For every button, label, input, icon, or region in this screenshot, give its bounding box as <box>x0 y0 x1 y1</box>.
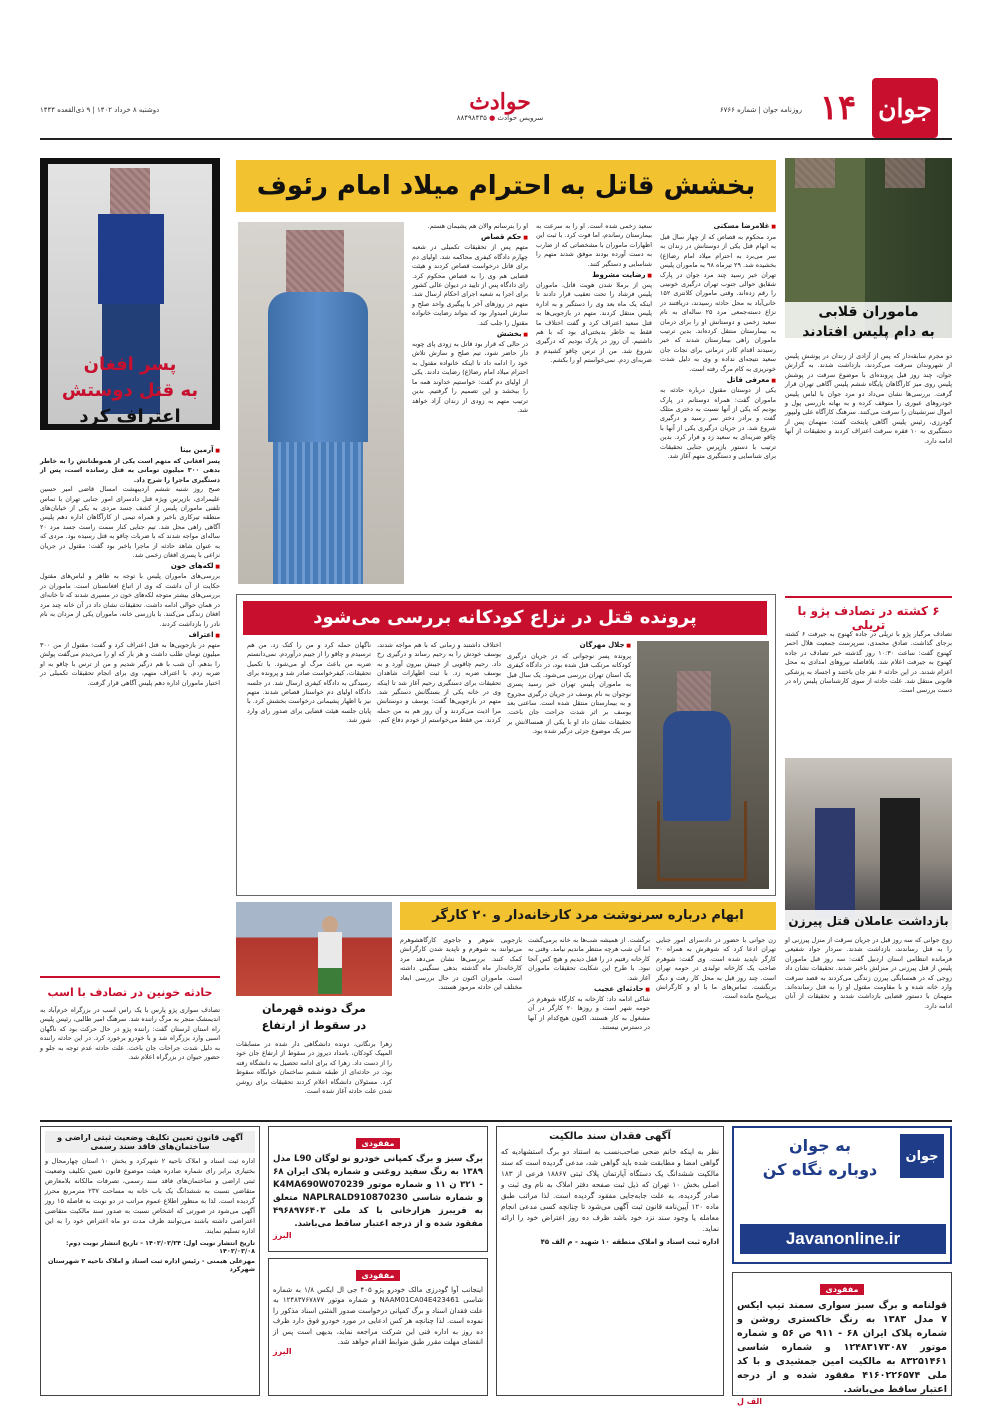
murder-body: زوج جوانی که سه روز قبل در جریان سرقت از منزل پیرزنی او را به قتل رساندند، بازداشت شدند. سردار جواد شفیعی فرمانده انتظامی استان اردبیل گفت: سه روز قبل ماموران پلیس از قتل پیرزنی در منزلش باخبر شدند. تحقیقات نشان داد زوجی که در همسایگی پیرزن زندگی می‌کردند به قصد سرقت وارد خانه شده و با مقاومت مقتول او را به قتل رسانده‌اند. متهمان با دستور قضایی بازداشت شدند و تحقیقات از آنان ادامه دارد. <box>785 936 952 1010</box>
section-phone: ۸۸۴۹۸۴۳۵ <box>456 114 487 122</box>
worker-col-3: بازجویی شوهر و جاجوی کارگاهشوهرم می‌توانند به شوهرم و ناپدید شدن کارگرانش کمک کنند. بررسی‌ها نشان می‌دهد مرد کارخانه‌دار ماه گذشته بدهی سنگینی داشته است. ماموران اکنون در حال بررسی ابعاد مختلف این حادثه مرموز هستند. <box>400 936 522 992</box>
section-logo <box>420 90 580 130</box>
javanonline-promo[interactable] <box>732 1126 952 1264</box>
juvenile-photo <box>637 641 769 889</box>
blurred-face-1 <box>795 158 835 188</box>
worker-headline: ابهام درباره سرنوشت مرد کارخانه‌دار و ۲۰ کارگر <box>400 902 776 930</box>
blurred-face <box>286 230 344 294</box>
page-number: ۱۴ <box>819 88 857 128</box>
lead-col-2: سعید زخمی شده است. او را به سرعت به بیمارستان رساندم، اما فوت کرد. با ثبت این اظهارات ماموران با مشخصاتی که از ضارب به دست آورده بودند موفق شدند متهم را شناسایی و دستگیر کنند. ■ رضایت مشروط پس از برملا شدن هویت قاتل، ماموران پلیس فرشاد را تحت تعقیب قرار دادند تا اینکه یک ماه بعد وی را دستگیر و به اداره پلیس منتقل کردند. متهم در بازجویی‌ها به قتل سعید اعتراف کرد و گفت اختلاف ما فقط به خاطر بدبختی‌ای بود که با هم داشتیم. آن روز در پارک بودیم که درگیری شروع شد. من از ترس چاقو کشیدم و ضربه‌ای زدم. نمی‌خواستم او را بکشم. <box>536 222 652 588</box>
juvenile-col-2: اختلاف داشتند و زمانی که با هم مواجه شدند، یوسف خودش را به رحیم رساند و درگیری رخ داد. رحیم چاقویی از جیبش بیرون آورد و به یوسف ضربه زد. با ثبت اظهارات شاهدان تحقیقات برای دستگیری رحیم آغاز شد تا اینکه وی در خانه یکی از بستگانش دستگیر شد. متهم در بازجویی‌ها گفت: یوسف و دوستانش مرا اذیت می‌کردند و آن روز هم به من حمله کردند. من فقط می‌خواستم از خودم دفاع کنم. <box>377 641 501 725</box>
promo-logo: جوان <box>900 1134 944 1178</box>
fake-police-body: دو مجرم سابقه‌دار که پس از آزادی از زندان در پوشش پلیس از شهروندان سرقت می‌کردند، بازداشت شدند. به گزارش جوان، چند روز قبل پرونده‌ای با موضوع سرقت در پوشش پلیس روی میز کارآگاهان پایگاه ششم پلیس آگاهی تهران قرار گرفت. بررسی‌ها نشان می‌داد دو مرد جوان با لباس پلیس خودروهای عبوری را متوقف کرده و به بهانه بازرسی پول و اموال سرنشینان را سرقت می‌کنند. سرهنگ کارآگاه علی ولیپور گودرزی، رئیس پلیس آگاهی پایتخت گفت: متهمان پس از دستگیری به ۱۰ فقره سرقت اعتراف کردند و تحقیقات از آنها ادامه دارد. <box>785 352 952 445</box>
juvenile-col-1: ■ جلال مهرگان پرونده پسر نوجوانی که در جریان درگیری کودکانه مرتکب قتل شده بود، در دادگاه کیفری یک استان تهران بررسی می‌شود. یک سال قبل به ماموران پلیس تهران خبر رسید پسری نوجوان به نام یوسف در جریان درگیری مجروح و به بیمارستان منتقل شده است. ساعتی بعد یوسف بر اثر شدت جراحت جان باخت. تحقیقات نشان داد او با یکی از همسالانش بر سر یک موضوع جزئی درگیر شده بود. <box>507 641 631 891</box>
runner-photo <box>236 902 392 996</box>
lost-ad-logan: مفقودی برگ سبز و برگ کمپانی خودرو نو لوگان L90 مدل ۱۳۸۹ به رنگ سفید روغنی و شماره پلاک ایران ۶۸ - ۳۲۱ ن ۱۱ و شماره موتور K4MA690W070239 و شماره شاسی NAPLRALD910870230 متعلق به فریبرز هزارخانی با کد ملی ۴۹۶۸۹۷۶۴۰۳ مفقود شده و از درجه اعتبار ساقط می‌باشد. البرز <box>268 1126 488 1252</box>
worker-col-1: زن جوانی با حضور در دادسرای امور جنایی تهران ادعا کرد که شوهرش به همراه ۲۰ کارگر ناپدید شده است. وی گفت: شوهرم صاحب یک کارخانه تولیدی در حومه تهران است. چند روز قبل به محل کار رفت و دیگر برنگشت. تماس‌های ما با او و کارگرانش بی‌پاسخ مانده است. <box>656 936 776 1001</box>
afghan-body: ■ آرمین بینا پسر افغانی که متهم است یکی از هموطنانش را به خاطر بدهی ۳۰۰ میلیون تومانی به قتل رسانده است، پس از دستگیری ماجرا را شرح داد. صبح روز شنبه ششم اردیبهشت امسال قاضی امیر حسین علیمرادی، بازپرس ویژه قتل دادسرای امور جنایی تهران با تماس تلفنی ماموران پلیس از کشف جسد مردی به یکی از خیابان‌های منطقه تیرکاری باخبر و همراه تیمی از کارآگاهان اداره دهم پلیس آگاهی راهی محل شد. تیم جنایی کنار سمت راست جسد مرد ۲۰ ساله‌ای مواجه شدند که با ضربات چاقو به قتل رسیده بود. مردی که به عنوان شاهد حادثه از ماجرا باخبر بود گفت: مقتول در جریان نزاعی با پسری افغان زخمی شد. ■ لکه‌های خون بررسی‌های ماموران پلیس با توجه به ظاهر و لباس‌های مقتول حکایت از آن داشت که وی از اتباع افغانستان است. ماموران در بررسی‌های بیشتر متوجه لکه‌های خون در مسیری شدند که تا خانه‌ای در همان حوالی ادامه داشت. تحقیقات نشان داد در آن خانه چند مرد افغان زندگی می‌کنند. با بازرسی خانه، ماموران یکی از مردان به نام نادر را بازداشت کردند. ■ اعتراف متهم در بازجویی‌ها به قتل اعتراف کرد و گفت: مقتول از من ۳۰۰ میلیون تومان طلب داشت و هر بار که او را می‌دیدم می‌گفت پولش را بدهم. آن شب با هم درگیر شدیم و من از ترس با چاقو به او ضربه زدم. با اعتراف متهم، وی برای انجام تحقیقات تکمیلی در اختیار ماموران اداره دهم پلیس آگاهی قرار گرفت. <box>40 446 220 974</box>
murder-headline: بازداشت عاملان قتل پیرزن <box>785 910 952 932</box>
section-title: حوادث <box>469 89 531 115</box>
juvenile-col-3: ناگهان حمله کرد و من را کتک زد. من هم ترسیدم و چاقو را از جیبم درآوردم. نمی‌دانستم ضربه من باعث مرگ او می‌شود. با تکمیل تحقیقات، کیفرخواست صادر شد و پرونده برای رسیدگی به دادگاه کیفری ارسال شد. در جلسه دادگاه اولیای دم خواستار قصاص شدند. متهم نیز با اظهار پشیمانی درخواست بخشش کرد. با پایان جلسه هیئت قضایی برای صدور رای وارد شور شد. <box>247 641 371 725</box>
lead-byline: ■ غلامرضا مسکنی <box>660 222 776 230</box>
masthead-date: دوشنبه ۸ خرداد ۱۴۰۲ | ۹ ذی‌القعده ۱۴۴۴ <box>40 106 160 114</box>
horse-body: تصادف سواری پژو پارس با یک راس اسب در بزرگراه خرم‌آباد به اندیمشک منجر به مرگ راننده شد. سرهنگ امیر طالبی، رئیس پلیس راه استان لرستان گفت: راننده پژو در حال حرکت بود که ناگهان اسبی وارد بزرگراه شد و با خودرو برخورد کرد. در این حادثه راننده به دلیل شدت جراحات جان باخت. علت حادثه عدم توجه به جلو و حضور حیوان در بزرگراه اعلام شد. <box>40 1006 220 1062</box>
section-service: سرویس حوادث <box>497 114 544 122</box>
juvenile-headline: پرونده قتل در نزاع کودکانه بررسی می‌شود <box>243 601 767 635</box>
arrest-photo <box>785 758 952 930</box>
juvenile-story-box <box>236 594 776 896</box>
lost-ad-peugeot: مفقودی اینجانب آوا گودرزی مالک خودرو پژو ۴۰۵ جی ال ایکس ۱/۸ به شماره شاسی NAAM01CA04E423461 و شماره موتور ۱۲۴۸۳۷۶۷۸۷۷ به علت فقدان اسناد و برگ کمپانی درخواست صدور المثنی اسناد مذکور را نموده است. لذا چنانچه هر کس ادعایی در مورد خودرو فوق دارد ظرف ده روز به اداره فنی این شرکت مراجعه نماید، بدیهی است پس از انقضای مهلت مقرر طبق ضوابط اقدام خواهد شد. البرز <box>268 1258 488 1396</box>
paper-logo: جوان <box>872 78 938 138</box>
registration-notice-ad: آگهی قانون تعیین تکلیف وضعیت ثبتی اراضی و ساختمان‌های فاقد سند رسمی اداره ثبت اسناد و املاک ناحیه ۲ شهرکرد و بخش ۱۰ استان چهارمحال و بختیاری برابر رای شماره صادره هیئت موضوع قانون تعیین تکلیف وضعیت ثبتی اراضی و ساختمان‌های فاقد سند رسمی، تصرفات مالکانه بلامعارض متقاضی نسبت به ششدانگ یک باب خانه به مساحت ۲۳۷ مترمربع محرز گردیده است. لذا به منظور اطلاع عموم مراتب در دو نوبت به فاصله ۱۵ روز آگهی می‌شود در صورتی که اشخاص نسبت به صدور سند مالکیت متقاضی اعتراضی داشته باشند می‌توانند ظرف مدت دو ماه اعتراض خود را به این اداره تسلیم نمایند. تاریخ انتشار نوبت اول: ۱۴۰۲/۰۲/۲۴ - تاریخ انتشار نوبت دوم: ۱۴۰۲/۰۳/۰۸ مهرعلی هیمنی - رئیس اداره ثبت اسناد و املاک ناحیه ۲ شهرستان شهرکرد <box>40 1126 260 1396</box>
lead-photo <box>238 222 404 584</box>
masthead-info: روزنامه جوان | شماره ۶۷۶۶ <box>719 106 802 114</box>
blurred-face-2 <box>885 158 925 188</box>
blurred-face <box>110 168 150 216</box>
crash-headline: ۶ کشته در تصادف پژو با تریلی <box>797 604 940 632</box>
lost-ad-samand: مفقودی قولنامه و برگ سبز سواری سمند تیپ ایکس ۷ مدل ۱۳۸۳ به رنگ خاکستری روشن و شماره پلاک ایران ۶۸ - ۹۱۱ ص ۵۶ و شماره موتور ۱۲۴۸۳۱۷۳۰۸۷ و شماره شاسی ۸۳۲۵۱۴۶۱ به مالکیت امین جمشیدی و با کد ملی ۴۱۶۰۲۲۶۵۷۴ مفقود شده و از درجه اعتبار ساقط می‌باشد. الف ل <box>732 1272 952 1396</box>
afghan-headline: پسر افغان به قتل دوستش اعتراف کرد <box>61 354 199 427</box>
phone-icon: ● <box>489 114 496 122</box>
blurred-face <box>677 671 711 711</box>
fake-police-headline: ماموران قلابی به دام پلیس افتادند <box>785 302 952 346</box>
crash-body: تصادف مرگبار پژو با تریلی در جاده کهنوج به جیرفت ۶ کشته برجای گذاشت. صادق محمدی، سرپرست جمعیت هلال احمر کهنوج گفت: ساعت ۱۰:۳۰ روز گذشته خبر تصادف در جاده کهنوج به جیرفت اعلام شد. بلافاصله نیروهای امدادی به محل اعزام شدند. در این حادثه ۶ نفر جان باختند و اجساد به پزشکی قانونی منتقل شد. علت حادثه از سوی کارشناسان پلیس راه در دست بررسی است. <box>785 630 952 695</box>
horse-headline: حادثه خونین در تصادف با اسب <box>47 986 213 999</box>
lead-headline: بخشش قاتل به احترام میلاد امام رئوف <box>236 160 776 212</box>
promo-text: به جوان دوباره نگاه کن <box>762 1136 878 1179</box>
deed-loss-ad: آگهی فقدان سند مالکیت نظر به اینکه خانم ضحی صاحب‌نسب به استناد دو برگ استشهادیه که گواهی امضا و مطابقت شده باید گواهی شد، مدعی گردیده است که سند مالکیت ششدانگ یک دستگاه آپارتمان پلاک ثبتی ۱۸۸۶۷ فرعی از ۱۸۳ اصلی بخش ۱۰ تهران که ذیل ثبت صفحه دفتر املاک به نام وی ثبت و صادر گردیده، به علت جابه‌جایی مفقود گردیده است. لذا مراتب طبق ماده ۱۲۰ آیین‌نامه قانون ثبت آگهی می‌شود تا چنانچه کسی مدعی انجام معامله یا وجود سند نزد خود باشد ظرف ده روز اعتراض خود را ارائه نماید. اداره ثبت اسناد و املاک منطقه ۱۰ شهید - م الف ۴۵ <box>496 1126 724 1396</box>
lead-col-3: او را بترسانم والان هم پشیمان هستم. ■ حکم قصاص متهم پس از تحقیقات تکمیلی در شعبه چهارم دادگاه کیفری محاکمه شد. اولیای دم برای قاتل درخواست قصاص کردند و هیئت قضایی هم وی را به قصاص محکوم کرد. رای دادگاه پس از تایید در دیوان عالی کشور برای اجرا به شعبه اجرای احکام ارسال شد. متهم در روزهای آخر با پیگیری واحد صلح و سازش امیدوار بود که بتواند رضایت خانواده مقتول را جلب کند. ■ بخشش در حالی که قرار بود قاتل به زودی پای چوبه دار حاضر شود، تیم صلح و سازش تلاش خود را ادامه داد تا اینکه خانواده مقتول به احترام میلاد امام رضا(ع) رضایت دادند. یکی از اولیای دم گفت: خواستیم خداوند همه ما را ببخشد و این تصمیم را گرفتیم. بدین ترتیب متهم به زودی از زندان آزاد خواهد شد. <box>412 222 528 588</box>
lead-col-1: ■ غلامرضا مسکنی مرد محکوم به قصاص که از چهار سال قبل به اتهام قتل یکی از دوستانش در زندان به سر می‌برد به احترام میلاد امام رضا(ع) بخشیده شد. ۲۹ تیرماه ۹۸ به ماموران پلیس تهران خبر رسید چند مرد جوان در پارک شقایق حوالی جنوب تهران درگیری خونینی را رقم زده‌اند. وقتی ماموران کلانتری ۱۵۲ خانی‌آباد به محل حادثه رسیدند، دریافتند در نزاع دسته‌جمعی مرد ۲۵ ساله‌ای به نام سعید زخمی و دوستانش او را برای درمان به بیمارستان منتقل کرده‌اند. بدین ترتیب ماموران راهی بیمارستان شدند که خبر رسیدند اقدام کادر درمانی برای نجات جان سعید نتیجه‌ای نداده و وی به دلیل شدت خونریزی به کام مرگ رفته است. ■ معرفی قاتل یکی از دوستان مقتول درباره حادثه به ماموران گفت: همراه دوستانم در پارک بودیم که یکی از آنها نسبت به دختری متلک گفت و برادر دختر سر رسید و درگیری شروع شد. در جریان درگیری یکی از آنها با چاقو ضربه‌ای به سعید زد و فرار کرد. بدین ترتیب با دستور بازپرس جنایی تحقیقات برای شناسایی و دستگیری متهم آغاز شد. <box>660 222 776 588</box>
masthead <box>0 0 990 140</box>
runner-body: زهرا برنگانی، دونده دانشگاهی دار شده در مسابقات المپیک کودکان، بامداد دیروز در سقوط از ارتفاع جان خود را از دست داد. زهرا که برای ادامه تحصیل به دانشگاه رفته بود، در حادثه‌ای از طبقه ششم ساختمان خوابگاه سقوط کرد. مسئولان دانشگاه اعلام کردند تحقیقات برای روشن شدن علت حادثه آغاز شده است. <box>236 1040 392 1096</box>
promo-url[interactable]: Javanonline.ir <box>740 1224 946 1254</box>
runner-headline: مرگ دونده قهرمان در سقوط از ارتفاع <box>261 1002 367 1032</box>
worker-col-2: برگشت. از همیشه شب‌ها به خانه برمی‌گشت اما آن شب هرچه منتظر ماندیم نیامد. وقتی به کارخانه رفتیم در را قفل دیدیم و هیچ کس آنجا نبود. با طرح این شکایت تحقیقات ماموران آغاز شد. ■ حادثه‌ای عجیب شاکی ادامه داد: کارخانه به کارگاه شوهرم در حومه شهر است و روزها ۲۰ کارگر در آن مشغول به کار هستند. اکنون هیچ‌کدام از آنها در دسترس نیستند. <box>528 936 650 1114</box>
masthead-rule <box>40 138 952 140</box>
